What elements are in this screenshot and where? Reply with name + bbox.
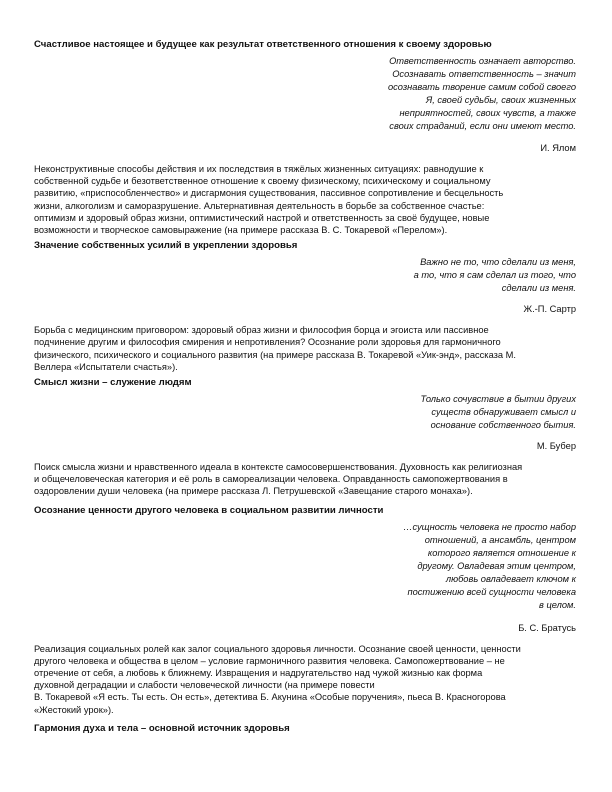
paragraph-line: собственной судьбе и безответственное отношение к своему физическому, психическому и социальному bbox=[34, 176, 491, 187]
section-heading-own-efforts: Значение собственных усилий в укреплении здоровья bbox=[34, 240, 298, 252]
paragraph-line: Веллера «Испытатели счастья»). bbox=[34, 361, 178, 372]
epigraph-line: осознавать творение самим собой своего bbox=[387, 82, 576, 92]
section-heading-harmony: Гармония духа и тела – основной источник здоровья bbox=[34, 722, 290, 734]
epigraph-line: любовь овладевает ключом к bbox=[445, 573, 576, 584]
section-heading-meaning-of-life: Смысл жизни – служение людям bbox=[34, 377, 192, 389]
paragraph-line: возможности и творческое самовыражение (на примере рассказа В. С. Токаревой «Перелом»). bbox=[34, 225, 448, 236]
paragraph-line: Неконструктивные способы действия и их последствия в тяжёлых жизненных ситуациях: равнодушие к bbox=[34, 164, 484, 174]
epigraph-line: неприятностей, своих чувств, а также bbox=[399, 108, 576, 118]
epigraph-author: И. Ялом bbox=[540, 143, 576, 153]
paragraph-line: оптимизм и здоровый образ жизни, оптимистический настрой и ответственность за своё будущее, новые bbox=[34, 212, 490, 223]
epigraph-line: своих страданий, если они имеют место. bbox=[389, 121, 576, 131]
document-page bbox=[34, 30, 580, 735]
epigraph-line: Осознавать ответственность – значит bbox=[392, 69, 576, 79]
paragraph-line: подчинение другим и философия смирения и непротивления? Осознание роли здоровья для гармоничного bbox=[34, 337, 501, 348]
epigraph-line: Ответственность означает авторство. bbox=[389, 56, 576, 66]
section-paragraph bbox=[34, 163, 580, 236]
epigraph-line: отношений, а ансамбль, центром bbox=[424, 534, 576, 545]
section-paragraph bbox=[34, 324, 580, 373]
paragraph-line: духовной деградации и слабости человеческой личности (на примере повести bbox=[34, 680, 375, 691]
section-heading-value-of-other: Осознание ценности другого человека в социальном развитии личности bbox=[34, 504, 384, 516]
epigraph-sartre bbox=[34, 256, 580, 295]
paragraph-line: оздоровлении души человека (на примере рассказа Л. Петрушевской «Завещание старого монаха»). bbox=[34, 486, 473, 497]
paragraph-line: физического, психического и социального развития (на примере рассказа В. Токаревой «Уик-энд», рассказа М. bbox=[34, 349, 516, 360]
epigraph-yalom bbox=[34, 55, 580, 133]
epigraph-author: Ж.-П. Сартр bbox=[523, 304, 576, 315]
paragraph-line: жизни, алкоголизм и саморазрушение. Альтернативная деятельность в борьбе за собственное счастье: bbox=[34, 200, 485, 211]
epigraph-line: а то, что я сам сделал из того, что bbox=[413, 270, 576, 281]
paragraph-line: «Жестокий урок»). bbox=[34, 704, 114, 715]
epigraph-line: Важно не то, что сделали из меня, bbox=[420, 257, 576, 268]
paragraph-line: и общечеловеческая категория и её роль в самореализации человека. Оправданность самопожертвования в bbox=[34, 474, 508, 485]
epigraph-line: другому. Овладевая этим центром, bbox=[417, 560, 576, 571]
epigraph-line: …сущность человека не просто набор bbox=[403, 521, 576, 532]
epigraph-author: Б. С. Братусь bbox=[518, 622, 576, 633]
section-paragraph bbox=[34, 643, 580, 716]
paragraph-line: отречение от себя, а любовь к ближнему. Извращения и надругательство над чужой жизнью как форма bbox=[34, 668, 483, 679]
paragraph-line: развитию, «приспособленчество» и дисгармония существования, пассивное сопротивление и бесцельность bbox=[34, 188, 504, 199]
paragraph-line: Поиск смысла жизни и нравственного идеала в контексте самосовершенствования. Духовность как религиозная bbox=[34, 462, 523, 473]
paragraph-line: Реализация социальных ролей как залог социального здоровья личности. Осознание своей ценности, ценности bbox=[34, 643, 521, 654]
epigraph-line: Только сочувствие в бытии других bbox=[420, 394, 576, 405]
section-heading-responsibility: Счастливое настоящее и будущее как результат ответственного отношения к своему здоровью bbox=[34, 39, 492, 50]
epigraph-line: основание собственного бытия. bbox=[430, 420, 576, 431]
paragraph-line: Борьба с медицинским приговором: здоровый образ жизни и философия борца и эгоиста или пассивное bbox=[34, 325, 489, 336]
epigraph-line: которого является отношение к bbox=[427, 547, 576, 558]
epigraph-line: существ обнаруживает смысл и bbox=[431, 407, 576, 418]
epigraph-line: постижению всей сущности человека bbox=[407, 586, 576, 597]
paragraph-line: другого человека и общества в целом – условие гармоничного развития человека. Самопожертвование – не bbox=[34, 655, 505, 666]
epigraph-author: М. Бубер bbox=[536, 441, 576, 452]
paragraph-line: В. Токаревой «Я есть. Ты есть. Он есть», детектива Б. Акунина «Особые поручения», пьеса В. Красногорова bbox=[34, 692, 506, 703]
epigraph-buber bbox=[34, 393, 580, 432]
section-paragraph bbox=[34, 461, 580, 498]
epigraph-line: в целом. bbox=[539, 599, 576, 610]
epigraph-line: сделали из меня. bbox=[501, 283, 576, 294]
epigraph-line: Я, своей судьбы, своих жизненных bbox=[425, 95, 576, 105]
epigraph-bratus bbox=[34, 521, 580, 612]
